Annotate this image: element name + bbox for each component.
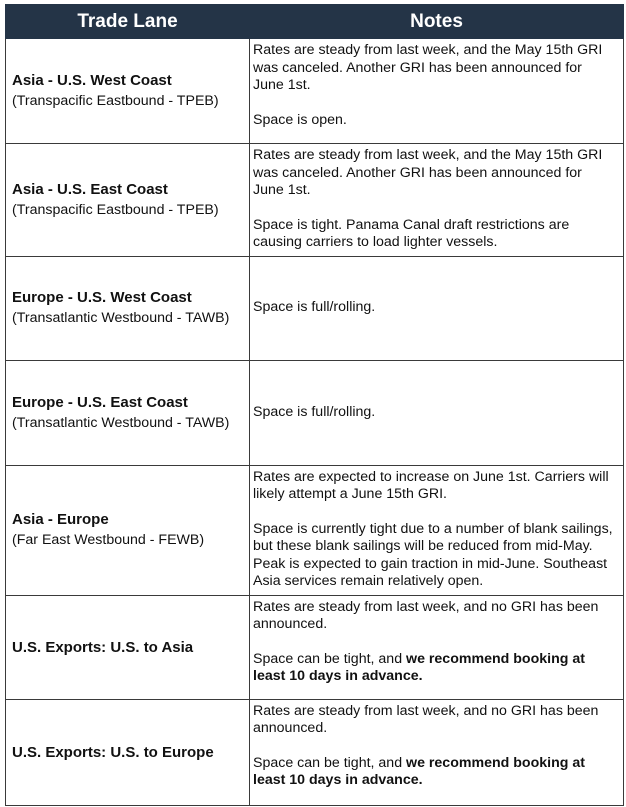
header-notes: Notes [250,5,624,39]
lane-name: U.S. Exports: U.S. to Europe [12,743,214,761]
note-emphasis: we recommend booking at least 10 days in advance. [253,650,585,684]
note-text: Rates are expected to increase on June 1st. Carriers will likely attempt a June 15th GRI. [253,468,609,502]
table-header-row [6,5,624,39]
header-trade-lane: Trade Lane [6,5,250,39]
table-row [6,360,624,465]
table-row [6,699,624,805]
note-text: Rates are steady from last week, and the May 15th GRI was canceled. Another GRI has been announced for June 1st. [253,42,603,93]
lane-code: (Far East Westbound - FEWB) [12,532,205,548]
lane-code: (Transatlantic Westbound - TAWB) [12,310,230,326]
lane-code: (Transpacific Eastbound - TPEB) [12,93,219,109]
lane-name: Asia - U.S. East Coast [12,180,168,198]
notes-cell [250,465,624,595]
lane-name: Asia - Europe [12,511,109,528]
notes-cell [250,39,624,144]
note-text: Rates are steady from last week, and the May 15th GRI was canceled. Another GRI has been announced for June 1st. [253,147,603,198]
table-row [6,256,624,360]
lane-cell [6,465,250,595]
lane-name: Europe - U.S. East Coast [12,393,188,411]
lane-name: Asia - U.S. West Coast [12,72,172,89]
notes-cell [250,256,624,360]
note-text: Space is full/rolling. [253,403,376,420]
lane-cell [6,360,250,465]
table-row [6,39,624,144]
notes-cell [250,699,624,805]
lane-cell [6,699,250,805]
lane-code: (Transpacific Eastbound - TPEB) [12,201,219,218]
note-text: Space is currently tight due to a number of blank sailings, but these blank sailings will be reduced from mid-May. Peak is expected to gain traction in mid-June. Southeast Asia services remain relatively open. [253,520,613,589]
note-plain: Space can be tight, and [253,650,407,667]
lane-cell [6,595,250,699]
lane-cell [6,256,250,360]
lane-code: (Transatlantic Westbound - TAWB) [12,414,230,431]
lane-cell [6,144,250,257]
note-text: Rates are steady from last week, and no GRI has been announced. [253,598,599,632]
trade-lane-table [5,4,624,806]
note-text [253,651,615,686]
note-text [253,755,615,790]
note-text: Space is open. [253,111,347,128]
note-emphasis: we recommend booking at least 10 days in advance. [253,754,585,788]
note-text: Space is tight. Panama Canal draft restrictions are causing carriers to load lighter vessels. [253,216,570,250]
note-text: Space is full/rolling. [253,299,376,316]
notes-cell [250,360,624,465]
note-text: Rates are steady from last week, and no GRI has been announced. [253,702,599,736]
notes-cell [250,144,624,257]
lane-cell [6,39,250,144]
table-row [6,465,624,595]
notes-cell [250,595,624,699]
lane-name: Europe - U.S. West Coast [12,289,192,306]
lane-name: U.S. Exports: U.S. to Asia [12,638,194,656]
table-row [6,144,624,257]
note-plain: Space can be tight, and [253,754,407,771]
table-row [6,595,624,699]
